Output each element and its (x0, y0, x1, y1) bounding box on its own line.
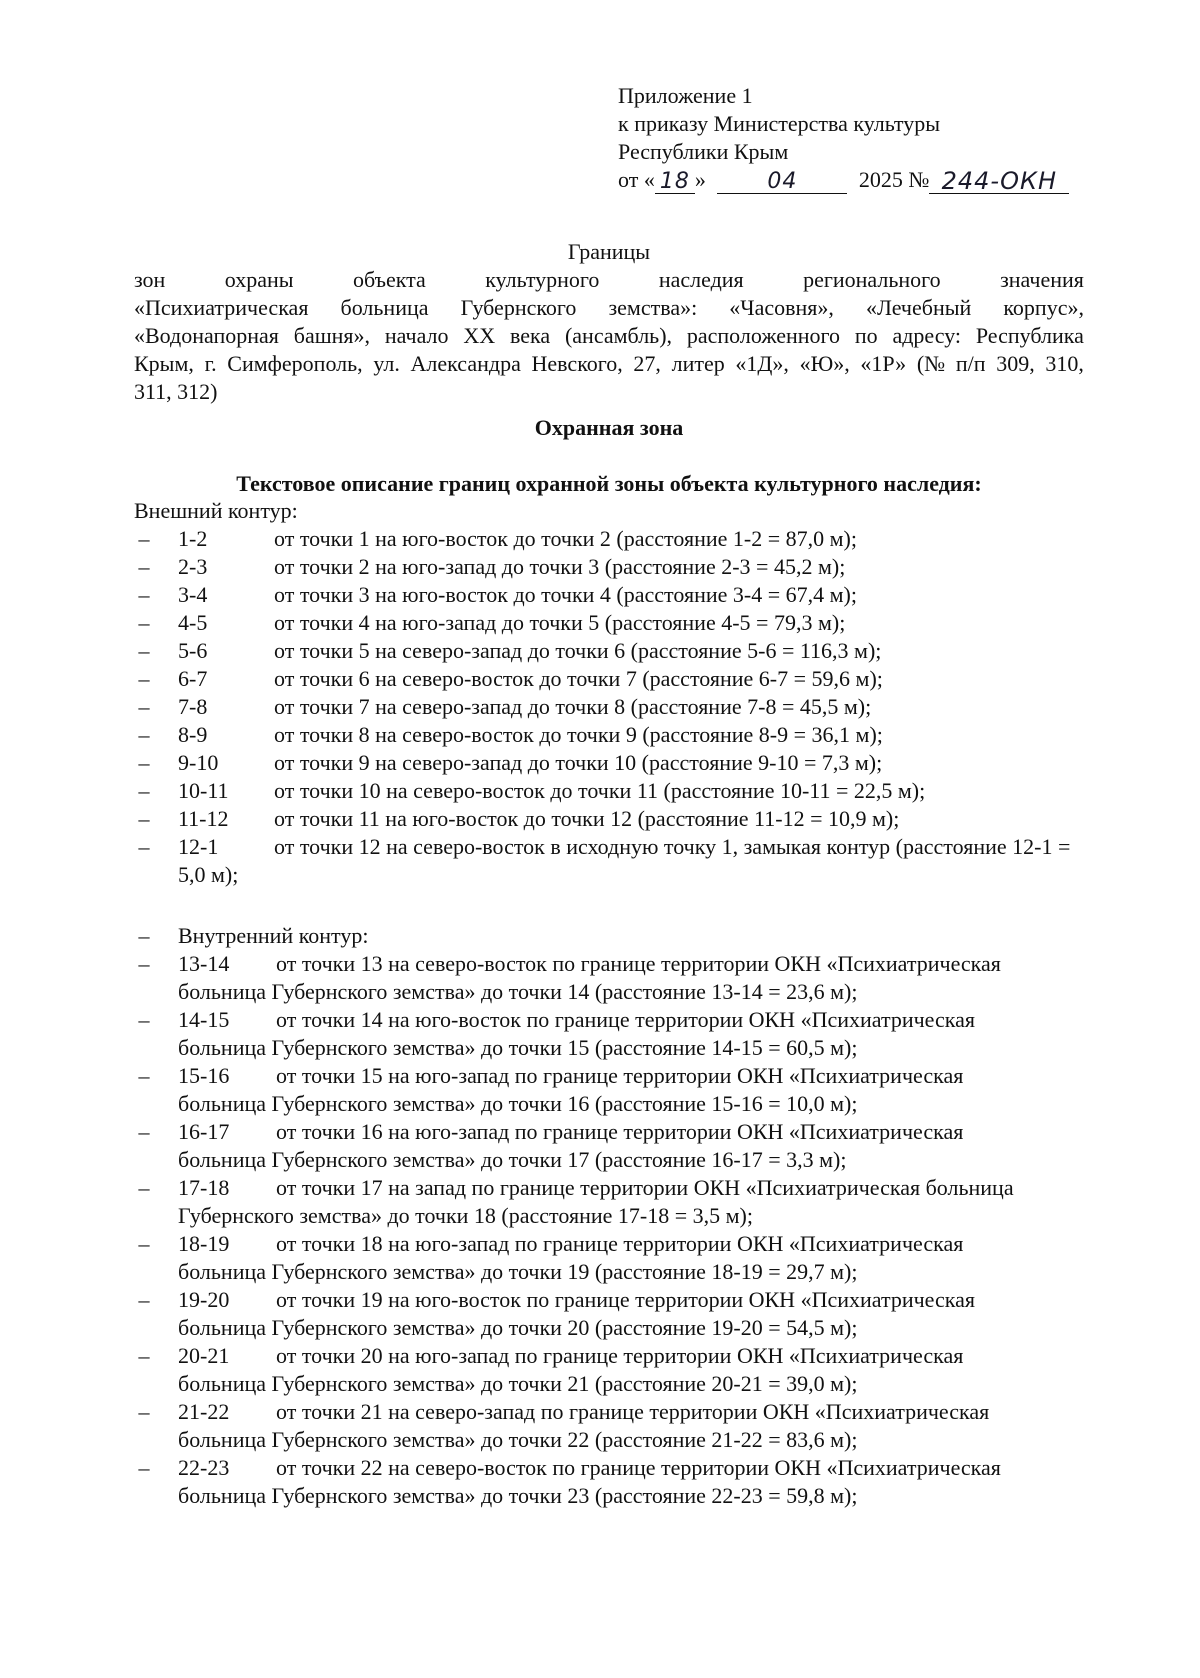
list-dash: – (138, 750, 150, 775)
segment-description: от точки 17 на запад по границе территории ОКН «Психиатрическая больница (276, 1175, 1014, 1200)
list-item (134, 805, 1094, 833)
segment-description: от точки 11 на юго-восток до точки 12 (расстояние 11-12 = 10,9 м); (274, 806, 900, 831)
title-word: культурного (485, 267, 600, 292)
title-word: Республика (975, 323, 1084, 348)
segment-code: 22-23 (178, 1455, 230, 1480)
appendix-date-number (618, 166, 1069, 194)
list-dash: – (138, 694, 150, 719)
appendix-title: Приложение 1 (618, 83, 753, 108)
title-line-5: 311, 312) (134, 379, 218, 404)
list-dash: – (138, 1175, 150, 1200)
segment-code: 2-3 (178, 554, 208, 579)
segment-code: 11-12 (178, 806, 229, 831)
segment-description-cont: Губернского земства» до точки 18 (расстояние 17-18 = 3,5 м); (178, 1203, 753, 1228)
segment-description: от точки 21 на северо-запад по границе территории ОКН «Психиатрическая (276, 1399, 990, 1424)
title-word: «Ю», (799, 351, 850, 376)
list-item (134, 581, 1094, 609)
title-word: регионального (803, 267, 941, 292)
segment-line-1 (178, 1454, 1094, 1482)
segment-line-1 (178, 950, 1094, 978)
segment-description: от точки 19 на юго-восток по границе территории ОКН «Психиатрическая (276, 1287, 975, 1312)
list-item (134, 553, 1094, 581)
list-item (134, 609, 1094, 637)
title-word: Невского, (531, 351, 623, 376)
title-word: земства»: (608, 295, 698, 320)
list-item (134, 1454, 1094, 1510)
month-handwritten: 04 (767, 169, 798, 194)
list-item (134, 833, 1094, 889)
segment-description: от точки 9 на северо-запад до точки 10 (расстояние 9-10 = 7,3 м); (274, 750, 883, 775)
segment-code: 6-7 (178, 666, 208, 691)
title-word: начало (384, 323, 449, 348)
segment-code: 5-6 (178, 638, 208, 663)
segment-code: 1-2 (178, 526, 208, 551)
segment-code: 15-16 (178, 1063, 230, 1088)
title-word: «Водонапорная (134, 323, 279, 348)
title-word: башня», (293, 323, 371, 348)
segment-description: от точки 15 на юго-запад по границе территории ОКН «Психиатрическая (276, 1063, 964, 1088)
segment-description: от точки 18 на юго-запад по границе территории ОКН «Психиатрическая (276, 1231, 964, 1256)
list-dash: – (138, 554, 150, 579)
list-dash: – (138, 610, 150, 635)
title-word: 27, (633, 351, 661, 376)
document-title (134, 238, 1084, 406)
day-field (655, 167, 695, 194)
list-item (134, 1398, 1094, 1454)
list-item (134, 1174, 1094, 1230)
segment-description: от точки 4 на юго-запад до точки 5 (расстояние 4-5 = 79,3 м); (274, 610, 846, 635)
segment-description: от точки 14 на юго-восток по границе территории ОКН «Психиатрическая (276, 1007, 975, 1032)
segment-code: 8-9 (178, 722, 208, 747)
segment-line-1 (178, 1006, 1094, 1034)
segment-code: 13-14 (178, 951, 230, 976)
list-dash: – (138, 1343, 150, 1368)
segment-code: 10-11 (178, 778, 229, 803)
title-word: 310, (1045, 351, 1084, 376)
segment-code: 20-21 (178, 1343, 230, 1368)
title-word: наследия (658, 267, 744, 292)
list-dash: – (138, 1231, 150, 1256)
segment-description-cont: больница Губернского земства» до точки 23 (расстояние 22-23 = 59,8 м); (178, 1483, 858, 1508)
segment-code: 4-5 (178, 610, 208, 635)
segment-code: 7-8 (178, 694, 208, 719)
list-dash: – (138, 722, 150, 747)
list-item (134, 1342, 1094, 1398)
segment-code: 17-18 (178, 1175, 230, 1200)
segment-description: от точки 16 на юго-запад по границе территории ОКН «Психиатрическая (276, 1119, 964, 1144)
title-line-1 (134, 266, 1084, 294)
list-item (134, 721, 1094, 749)
segment-description-cont: больница Губернского земства» до точки 16 (расстояние 15-16 = 10,0 м); (178, 1091, 858, 1116)
appendix-header (618, 82, 1069, 194)
day-handwritten: 18 (659, 169, 690, 194)
segment-description-cont: больница Губернского земства» до точки 14 (расстояние 13-14 = 23,6 м); (178, 979, 858, 1004)
title-word: 309, (996, 351, 1035, 376)
title-word: Александра (410, 351, 521, 376)
segment-code: 12-1 (178, 834, 219, 859)
title-word: объекта (352, 267, 426, 292)
appendix-region: Республики Крым (618, 139, 789, 164)
segment-code: 18-19 (178, 1231, 230, 1256)
inner-contour-label: Внутренний контур: (178, 923, 369, 948)
segment-code: 14-15 (178, 1007, 230, 1032)
list-item (134, 1062, 1094, 1118)
title-word: «Лечебный (865, 295, 972, 320)
segment-line-1 (178, 1286, 1094, 1314)
list-item (134, 950, 1094, 1006)
segment-line-1 (178, 1174, 1094, 1202)
list-dash: – (138, 1119, 150, 1144)
segment-description: от точки 3 на юго-восток до точки 4 (расстояние 3-4 = 67,4 м); (274, 582, 857, 607)
segment-description: от точки 1 на юго-восток до точки 2 (расстояние 1-2 = 87,0 м); (274, 526, 857, 551)
segment-line-1 (178, 1118, 1094, 1146)
segment-description-cont: больница Губернского земства» до точки 19 (расстояние 18-19 = 29,7 м); (178, 1259, 858, 1284)
title-line-3 (134, 322, 1084, 350)
list-item (134, 1230, 1094, 1286)
list-dash: – (138, 1287, 150, 1312)
title-word: (ансамбль), (564, 323, 673, 348)
segment-description: от точки 22 на северо-восток по границе территории ОКН «Психиатрическая (276, 1455, 1001, 1480)
title-word: Крым, (134, 351, 194, 376)
title-word: зон (134, 267, 166, 292)
list-dash: – (138, 778, 150, 803)
segment-description: от точки 10 на северо-восток до точки 11 (расстояние 10-11 = 22,5 м); (274, 778, 926, 803)
segment-description-cont: больница Губернского земства» до точки 20 (расстояние 19-20 = 54,5 м); (178, 1315, 858, 1340)
description-heading: Текстовое описание границ охранной зоны объекта культурного наследия: (236, 471, 982, 496)
list-dash: – (138, 1007, 150, 1032)
segment-description: от точки 20 на юго-запад по границе территории ОКН «Психиатрическая (276, 1343, 964, 1368)
segment-code: 16-17 (178, 1119, 230, 1144)
list-item (134, 1006, 1094, 1062)
outer-contour-label: Внешний контур: (134, 498, 298, 523)
segment-code: 21-22 (178, 1399, 230, 1424)
segment-description-cont: больница Губернского земства» до точки 21 (расстояние 20-21 = 39,0 м); (178, 1371, 858, 1396)
segment-description: от точки 8 на северо-восток до точки 9 (расстояние 8-9 = 36,1 м); (274, 722, 883, 747)
segment-code: 19-20 (178, 1287, 230, 1312)
segment-description: от точки 13 на северо-восток по границе территории ОКН «Психиатрическая (276, 951, 1001, 976)
inner-contour-list (134, 950, 1094, 1510)
list-item (134, 693, 1094, 721)
title-word: литер (671, 351, 725, 376)
list-item (134, 665, 1094, 693)
list-dash: – (138, 1455, 150, 1480)
segment-description-cont: больница Губернского земства» до точки 22 (расстояние 21-22 = 83,6 м); (178, 1427, 858, 1452)
outer-contour-list (134, 525, 1094, 889)
title-line-2 (134, 294, 1084, 322)
segment-description: от точки 12 на северо-восток в исходную точку 1, замыкая контур (расстояние 12-1 = 5,0 м); (178, 834, 1071, 887)
list-item (134, 777, 1094, 805)
list-dash: – (138, 582, 150, 607)
title-word: «Психиатрическая (134, 295, 309, 320)
segment-description-cont: больница Губернского земства» до точки 15 (расстояние 14-15 = 60,5 м); (178, 1035, 858, 1060)
title-word: по (854, 323, 878, 348)
segment-description-cont: больница Губернского земства» до точки 17 (расстояние 16-17 = 3,3 м); (178, 1147, 847, 1172)
title-word: «Часовня», (729, 295, 834, 320)
segment-description: от точки 2 на юго-запад до точки 3 (расстояние 2-3 = 45,2 м); (274, 554, 846, 579)
title-line-4 (134, 350, 1084, 378)
title-word: XX (463, 323, 496, 348)
list-item (134, 749, 1094, 777)
segment-line-1 (178, 1062, 1094, 1090)
title-heading: Границы (567, 239, 651, 264)
segment-description: от точки 6 на северо-восток до точки 7 (расстояние 6-7 = 59,6 м); (274, 666, 883, 691)
list-dash: – (138, 806, 150, 831)
date-mid: » (694, 167, 706, 192)
list-dash: – (138, 1399, 150, 1424)
list-item (134, 637, 1094, 665)
list-dash: – (138, 1063, 150, 1088)
list-item (134, 525, 1094, 553)
number-field (929, 167, 1069, 194)
segment-description: от точки 7 на северо-запад до точки 8 (расстояние 7-8 = 45,5 м); (274, 694, 872, 719)
list-item (134, 1286, 1094, 1342)
title-word: адресу: (892, 323, 962, 348)
segment-code: 3-4 (178, 582, 208, 607)
list-dash: – (138, 666, 150, 691)
title-word: п/п (955, 351, 986, 376)
segment-description: от точки 5 на северо-запад до точки 6 (расстояние 5-6 = 116,3 м); (274, 638, 882, 663)
list-dash: – (138, 834, 150, 859)
title-word: корпус», (1003, 295, 1084, 320)
month-field (717, 167, 847, 194)
list-item (134, 1118, 1094, 1174)
title-word: ул. (373, 351, 400, 376)
segment-line-1 (178, 1342, 1094, 1370)
zone-heading: Охранная зона (534, 415, 684, 440)
list-dash: – (138, 951, 150, 976)
title-word: века (509, 323, 551, 348)
title-word: «1Р» (860, 351, 907, 376)
appendix-order-ref: к приказу Министерства культуры (618, 111, 941, 136)
segment-code: 9-10 (178, 750, 219, 775)
title-word: (№ (916, 351, 946, 376)
title-word: больница (340, 295, 429, 320)
number-handwritten: 244-ОКН (941, 167, 1058, 195)
segment-line-1 (178, 1398, 1094, 1426)
title-word: расположенного (686, 323, 841, 348)
title-word: Симферополь, (227, 351, 363, 376)
segment-line-1 (178, 1230, 1094, 1258)
title-word: значения (1000, 267, 1084, 292)
list-dash: – (138, 638, 150, 663)
title-word: Губернского (460, 295, 577, 320)
title-word: охраны (224, 267, 294, 292)
date-prefix: от « (618, 167, 655, 192)
title-word: г. (204, 351, 217, 376)
inner-contour-label-item (134, 922, 368, 950)
title-word: «1Д», (735, 351, 789, 376)
list-dash: – (138, 923, 150, 948)
list-dash: – (138, 526, 150, 551)
year-number-label: 2025 № (858, 167, 930, 192)
